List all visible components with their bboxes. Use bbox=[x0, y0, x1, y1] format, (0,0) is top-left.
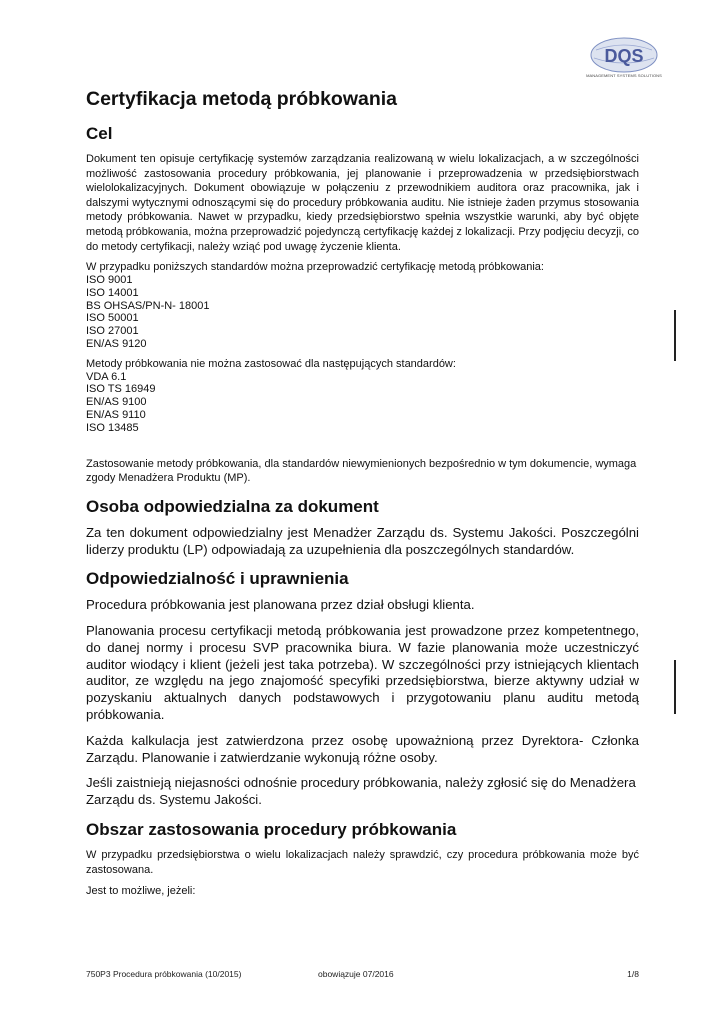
standards-note: Zastosowanie metody próbkowania, dla standardów niewymienionych bezpośrednio w tym dokumencie, wymaga zgody Menadżera Produktu (MP). bbox=[86, 457, 637, 485]
standard-item: EN/AS 9120 bbox=[86, 337, 147, 350]
standard-item: EN/AS 9110 bbox=[86, 408, 146, 421]
cel-paragraph: Dokument ten opisuje certyfikację systemów zarządzania realizowaną w wielu lokalizacjach, a w szczególności możliwość zastosowania procedury próbkowania, jej planowanie i przeprowadzenia w przedsiębiorstwach wielolokalizacyjnych. Dokument obowiązuje w połączeniu z przewodnikiem auditora oraz pracownika, jak i dalszymi wytycznymi odnoszącymi się do procedury próbkowania auditu. Nie istnieje żaden przymus stosowania metody próbkowania. Nawet w przypadku, kiedy przedsiębiorstwo spełnia wszystkie warunki, aby być objęte metodą próbkowania, można przeprowadzić pojedynczą certyfikację każdej z lokalizacji. Przy podjęciu decyzji, co do metody certyfikacji, należy wziąć pod uwagę życzenie klienta. bbox=[86, 153, 639, 253]
standard-item: ISO 13485 bbox=[86, 421, 139, 434]
obszar-paragraph: W przypadku przedsiębiorstwa o wielu lokalizacjach należy sprawdzić, czy procedura próbkowania może być zastosowana. bbox=[86, 849, 639, 876]
footer-doc-id: 750P3 Procedura próbkowania (10/2015) bbox=[86, 969, 242, 979]
osoba-paragraph: Za ten dokument odpowiedzialny jest Menadżer Zarządu ds. Systemu Jakości. Poszczególni liderzy produktu (LP) odpowiadają za uzupełnienia dla poszczególnych standardów. bbox=[86, 524, 639, 557]
obszar-paragraph: Jest to możliwe, jeżeli: bbox=[86, 885, 196, 898]
section-heading-obszar: Obszar zastosowania procedury próbkowania bbox=[86, 820, 457, 840]
standard-item: ISO 9001 bbox=[86, 273, 133, 286]
revision-change-bar bbox=[674, 660, 676, 714]
standard-item: ISO 50001 bbox=[86, 312, 139, 325]
odpowiedzialnosc-paragraph: Każda kalkulacja jest zatwierdzona przez osobę upoważnioną przez Dyrektora- Członka Zarządu. Planowanie i zatwierdzanie wykonują różne osoby. bbox=[86, 732, 639, 765]
document-title: Certyfikacja metodą próbkowania bbox=[86, 88, 398, 110]
odpowiedzialnosc-paragraph: Procedura próbkowania jest planowana przez dział obsługi klienta. bbox=[86, 597, 475, 613]
section-heading-odpowiedzialnosc: Odpowiedzialność i uprawnienia bbox=[86, 569, 349, 589]
allowed-standards-intro: W przypadku poniższych standardów można przeprowadzić certyfikację metodą próbkowania: bbox=[86, 261, 544, 274]
standard-item: EN/AS 9100 bbox=[86, 396, 147, 409]
standard-item: ISO TS 16949 bbox=[86, 383, 156, 396]
excluded-standards-block bbox=[86, 358, 639, 435]
document-body bbox=[86, 86, 639, 899]
footer-page-number: 1/8 bbox=[627, 969, 639, 979]
section-heading-osoba: Osoba odpowiedzialna za dokument bbox=[86, 496, 379, 516]
revision-change-bar bbox=[674, 310, 676, 361]
allowed-standards-block bbox=[86, 261, 639, 351]
excluded-standards-intro: Metody próbkowania nie można zastosować dla następujących standardów: bbox=[86, 357, 456, 370]
standard-item: VDA 6.1 bbox=[86, 370, 127, 383]
section-heading-cel: Cel bbox=[86, 124, 113, 143]
standard-item: ISO 14001 bbox=[86, 286, 139, 299]
logo-letters: DQS bbox=[604, 46, 644, 66]
logo-caption: MANAGEMENT SYSTEMS SOLUTIONS bbox=[586, 73, 662, 78]
footer-valid-date: obowiązuje 07/2016 bbox=[318, 969, 394, 979]
standard-item: ISO 27001 bbox=[86, 325, 139, 338]
odpowiedzialnosc-paragraph: Planowania procesu certyfikacji metodą próbkowania jest prowadzone przez kompetentnego, do danej normy i procesu SVP pracownika biura. W fazie planowania może uczestniczyć auditor wiodący i klient (jeżeli jest taka potrzeba). W szczególności przy istniejących klientach auditor, ze względu na jego znajomość specyfiki przedsiębiorstwa, bierze aktywny udział w pozyskaniu aktualnych danych podstawowych i przygotowaniu planu auditu metodą próbkowania. bbox=[86, 623, 639, 723]
odpowiedzialnosc-paragraph: Jeśli zaistnieją niejasności odnośnie procedury próbkowania, należy zgłosić się do Menadżera Zarządu ds. Systemu Jakości. bbox=[86, 775, 636, 808]
standard-item: BS OHSAS/PN-N- 18001 bbox=[86, 299, 210, 312]
